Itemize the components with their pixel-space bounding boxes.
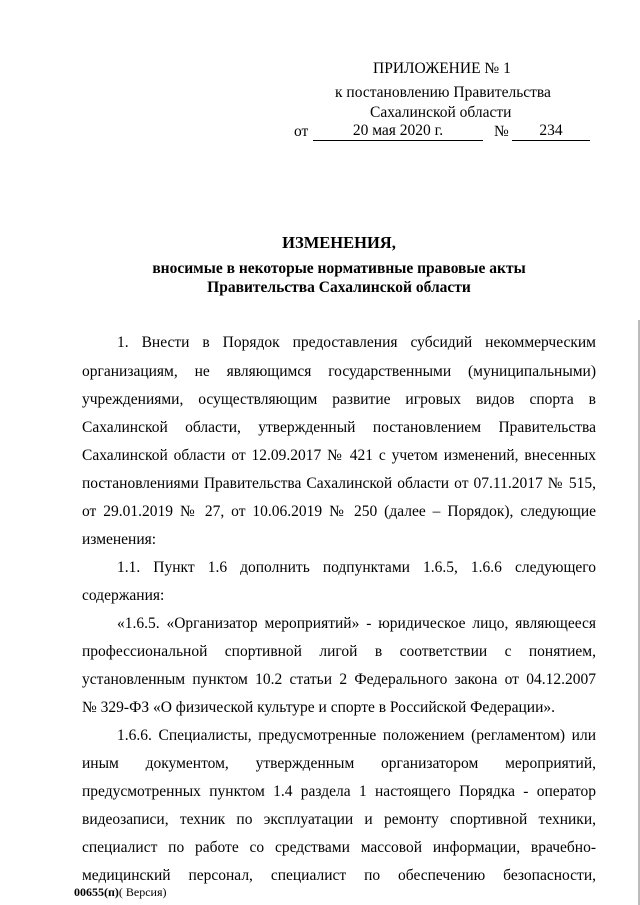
document-subheading-1: вносимые в некоторые нормативные правовые акты	[152, 260, 526, 277]
body-line: 1. Внести в Порядок предоставления субсидий некоммерческим	[117, 334, 596, 351]
resolution-line: к постановлению Правительства	[335, 84, 551, 101]
number-label: №	[494, 123, 509, 140]
body-line: «1.6.5. «Организатор мероприятий» - юридическое лицо, являющееся	[117, 615, 596, 632]
body-line: Сахалинской области, утвержденный постановлением Правительства	[82, 419, 596, 436]
body-line: № 329-ФЗ «О физической культуре и спорте в Российской Федерации».	[82, 699, 556, 716]
body-line: предусмотренных пунктом 1.4 раздела 1 настоящего Порядка - оператор	[82, 783, 596, 800]
body-line: учреждениями, осуществляющим развитие игровых видов спорта в	[82, 391, 596, 408]
body-line: постановлениями Правительства Сахалинской области от 07.11.2017 № 515,	[82, 475, 596, 492]
body-line: 1.6.6. Специалисты, предусмотренные положением (регламентом) или	[117, 727, 596, 744]
document-subheading-2: Правительства Сахалинской области	[207, 279, 471, 296]
appendix-title: ПРИЛОЖЕНИЕ № 1	[373, 60, 511, 77]
body-line: Сахалинской области от 12.09.2017 № 421 с учетом изменений, внесенных	[82, 447, 596, 464]
body-line: установленным пунктом 10.2 статьи 2 Федерального закона от 04.12.2007	[82, 671, 596, 688]
region-line: Сахалинской области	[370, 104, 512, 121]
resolution-date: 20 мая 2020 г.	[313, 122, 483, 141]
body-line: специалист по работе со средствами массовой информации, врачебно-	[82, 839, 596, 856]
body-line: видеозаписи, техник по эксплуатации и ремонту спортивной техники,	[82, 811, 596, 828]
footer-code-number: 00655(п)	[74, 885, 119, 899]
body-line: медицинский персонал, специалист по обеспечению безопасности,	[82, 867, 596, 884]
body-line: 1.1. Пункт 1.6 дополнить подпунктами 1.6.5, 1.6.6 следующего	[117, 559, 596, 576]
body-line: содержания:	[82, 587, 165, 604]
footer-version: ( Версия)	[118, 885, 167, 899]
body-line: профессиональной спортивной лигой в соответствии с понятием,	[82, 643, 596, 660]
body-line: изменения:	[82, 531, 157, 548]
body-line: от 29.01.2019 № 27, от 10.06.2019 № 250 (далее – Порядок), следующие	[82, 503, 596, 520]
body-line: организациям, не являющимся государственными (муниципальными)	[82, 363, 596, 380]
date-prefix: от	[294, 123, 309, 140]
body-line: иным документом, утвержденным организатором мероприятий,	[82, 755, 596, 772]
footer-code	[74, 885, 167, 900]
document-heading: ИЗМЕНЕНИЯ,	[282, 233, 396, 252]
resolution-number: 234	[512, 122, 590, 141]
